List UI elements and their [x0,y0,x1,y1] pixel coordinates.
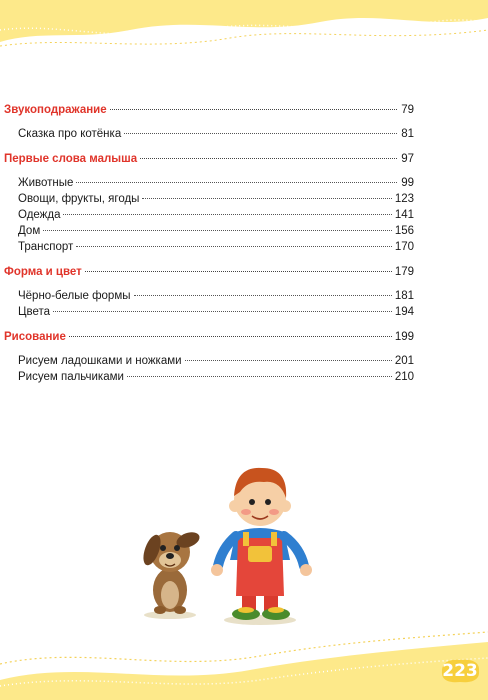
toc-item-title: Чёрно-белые формы [18,290,131,302]
toc-section [4,329,414,385]
toc-section-heading[interactable] [4,329,414,345]
toc-item-title: Рисуем пальчиками [18,371,124,383]
toc-item[interactable] [4,191,414,207]
toc-section [4,102,414,142]
dot-leader [76,245,392,247]
toc-section-heading[interactable] [4,151,414,167]
dot-leader [124,132,397,134]
toc-section [4,264,414,320]
toc-section [4,151,414,255]
dot-leader [134,294,392,296]
toc-item[interactable] [4,369,414,385]
toc-heading-title: Рисование [4,331,66,343]
toc-heading-title: Первые слова малыша [4,153,138,165]
toc-item[interactable] [4,239,414,255]
dot-leader [69,335,392,337]
toc-heading-title: Форма и цвет [4,266,82,278]
dot-leader [43,229,392,231]
toc-page-number: 97 [401,153,414,165]
toc-page-number: 199 [394,331,414,343]
toc-item[interactable] [4,126,414,142]
toc-section-heading[interactable] [4,264,414,280]
toc-item[interactable] [4,175,414,191]
toc-page-number: 170 [394,241,414,253]
toc-item-title: Дом [18,225,41,237]
bottom-decorative-band [0,620,488,700]
toc-page-number: 81 [401,128,414,140]
toc-item-title: Сказка про котёнка [18,128,122,140]
page-number-badge [438,657,482,685]
dot-leader [63,213,391,215]
toc-item[interactable] [4,223,414,239]
dot-leader [110,108,397,110]
toc-page-number: 99 [401,177,414,189]
toc-item[interactable] [4,353,414,369]
top-decorative-band [0,0,488,60]
toc-item-title: Животные [18,177,74,189]
boy-icon [211,468,312,625]
dot-leader [127,375,392,377]
dot-leader [85,270,392,272]
toc-item-title: Рисуем ладошками и ножками [18,355,182,367]
toc-section-heading[interactable] [4,102,414,118]
table-of-contents [4,102,414,394]
toc-page-number: 181 [394,290,414,302]
page-number: 223 [442,661,478,681]
puppy-icon [140,529,202,619]
toc-item-title: Одежда [18,209,61,221]
dot-leader [140,157,397,159]
toc-page-number: 141 [394,209,414,221]
toc-page-number: 201 [394,355,414,367]
toc-page-number: 194 [394,306,414,318]
toc-item-title: Цвета [18,306,51,318]
dot-leader [142,197,391,199]
toc-page-number: 179 [394,266,414,278]
toc-item-title: Овощи, фрукты, ягоды [18,193,140,205]
toc-item[interactable] [4,207,414,223]
toc-item[interactable] [4,304,414,320]
toc-page-number: 156 [394,225,414,237]
toc-heading-title: Звукоподражание [4,104,107,116]
dot-leader [76,181,397,183]
toc-item[interactable] [4,288,414,304]
dot-leader [185,359,392,361]
illustration [140,440,340,630]
toc-page-number: 123 [394,193,414,205]
dot-leader [53,310,392,312]
toc-page-number: 210 [394,371,414,383]
toc-item-title: Транспорт [18,241,74,253]
toc-page-number: 79 [401,104,414,116]
